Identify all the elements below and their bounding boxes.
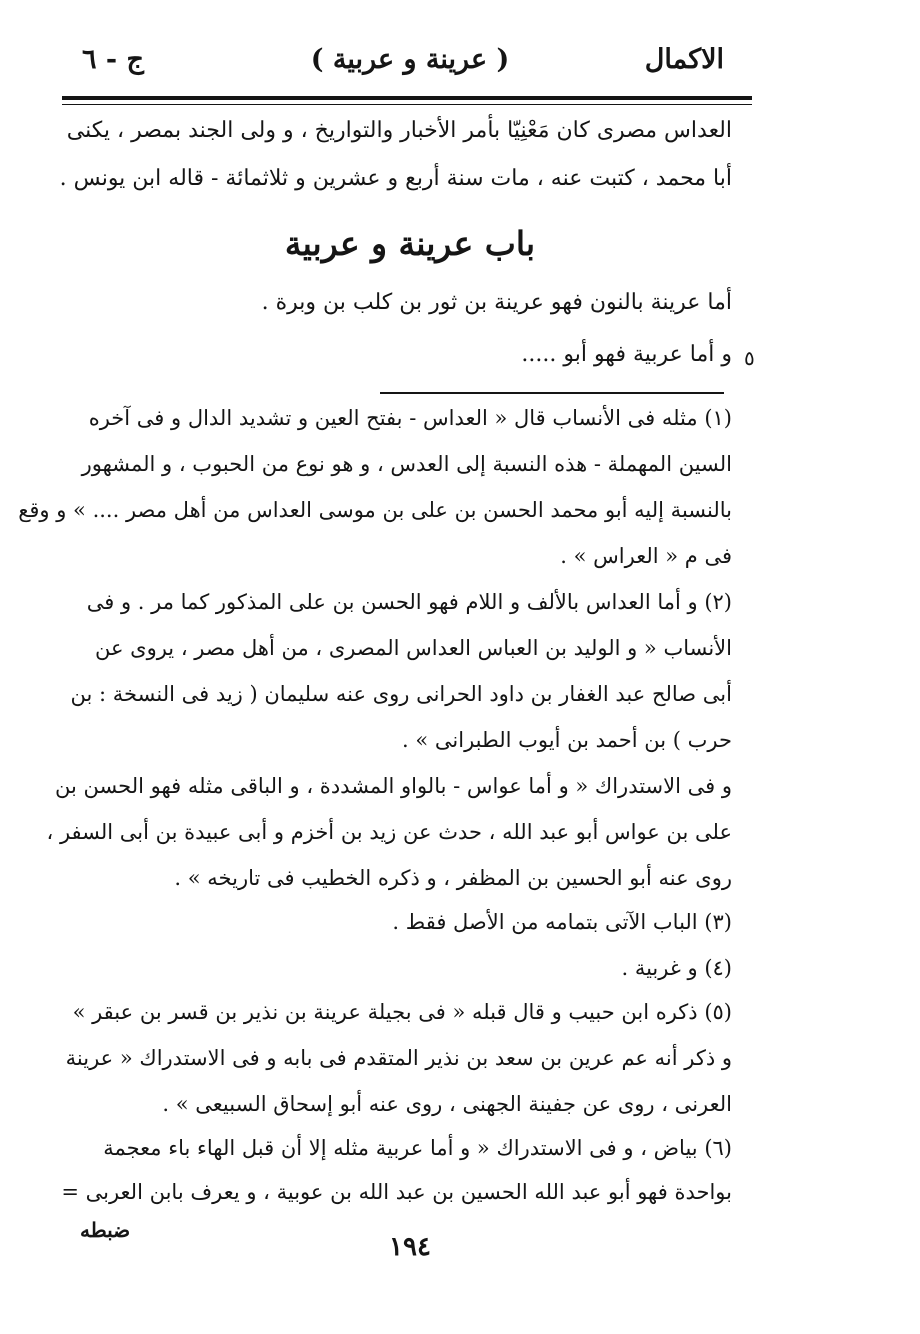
footnote-line: السين المهملة - هذه النسبة إلى العدس ، و هو نوع من الحبوب ، و المشهور: [81, 452, 732, 476]
footnote-line: (٢) و أما العداس بالألف و اللام فهو الحسن بن على المذكور كما مر . و فى: [86, 590, 732, 614]
running-head-volume: ج - ٦: [82, 44, 144, 75]
body-line-1: العداس مصرى كان مَعْنِيّا بأمر الأخبار والتواريخ ، و ولى الجند بمصر ، يكنى: [66, 118, 732, 143]
header-rule-thin: [62, 104, 752, 105]
body-line-4: و أما عربية فهو أبو .....: [521, 342, 732, 367]
page-number: ١٩٤: [389, 1232, 431, 1262]
footnote-line: (٥) ذكره ابن حبيب و قال قبله « فى بجيلة عرينة بن نذير بن قسر بن عبقر »: [72, 1000, 732, 1024]
footnote-line: و ذكر أنه عم عرين بن سعد بن نذير المتقدم فى بابه و فى الاستدراك « عرينة: [65, 1046, 732, 1070]
footnote-rule: [380, 392, 724, 394]
footnote-line: و فى الاستدراك « و أما عواس - بالواو المشددة ، و الباقى مثله فهو الحسن بن: [54, 774, 732, 798]
footnote-line: حرب ) بن أحمد بن أيوب الطبرانى » .: [402, 728, 732, 752]
footnote-line: (١) مثله فى الأنساب قال « العداس - بفتح العين و تشديد الدال و فى آخره: [88, 406, 732, 430]
footnote-line: (٤) و غربية .: [621, 956, 732, 980]
footnote-line: الأنساب « و الوليد بن العباس العداس المصرى ، من أهل مصر ، يروى عن: [94, 636, 732, 660]
section-title: باب عرينة و عربية: [284, 224, 536, 263]
running-head-chapter: ( عرينة و عربية ): [310, 44, 510, 75]
header-rule-thick: [62, 96, 752, 100]
footnote-line: روى عنه أبو الحسين بن المظفر ، و ذكره الخطيب فى تاريخه » .: [174, 866, 732, 890]
footnote-line: بواحدة فهو أبو عبد الله الحسين بن عبد الله بن عوبية ، و يعرف بابن العربى =: [61, 1180, 732, 1204]
line-number-marker: ٥: [744, 346, 755, 370]
running-head-book-title: الاكمال: [644, 44, 724, 75]
footnote-line: أبى صالح عبد الغفار بن داود الحرانى روى عنه سليمان ( زيد فى النسخة : بن: [70, 682, 732, 706]
footnote-line: العرنى ، روى عن جفينة الجهنى ، روى عنه أبو إسحاق السبيعى » .: [162, 1092, 732, 1116]
body-line-2: أبا محمد ، كتبت عنه ، مات سنة أربع و عشرين و ثلاثمائة - قاله ابن يونس .: [59, 166, 732, 191]
footnote-line: على بن عواس أبو عبد الله ، حدث عن زيد بن أخزم و أبى عبيدة بن أبى السفر ،: [46, 820, 732, 844]
footnote-line: فى م « العراس » .: [560, 544, 732, 568]
footnote-line: بالنسبة إليه أبو محمد الحسن بن على بن موسى العداس من أهل مصر .... » و وقع: [18, 498, 732, 522]
footnote-line: (٣) الباب الآتى بتمامه من الأصل فقط .: [392, 910, 732, 934]
body-line-3: أما عرينة بالنون فهو عرينة بن ثور بن كلب بن وبرة .: [261, 290, 732, 315]
footnote-line: (٦) بياض ، و فى الاستدراك « و أما عربية مثله إلا أن قبل الهاء باء معجمة: [103, 1136, 732, 1160]
catchword: ضبطه: [80, 1218, 131, 1242]
